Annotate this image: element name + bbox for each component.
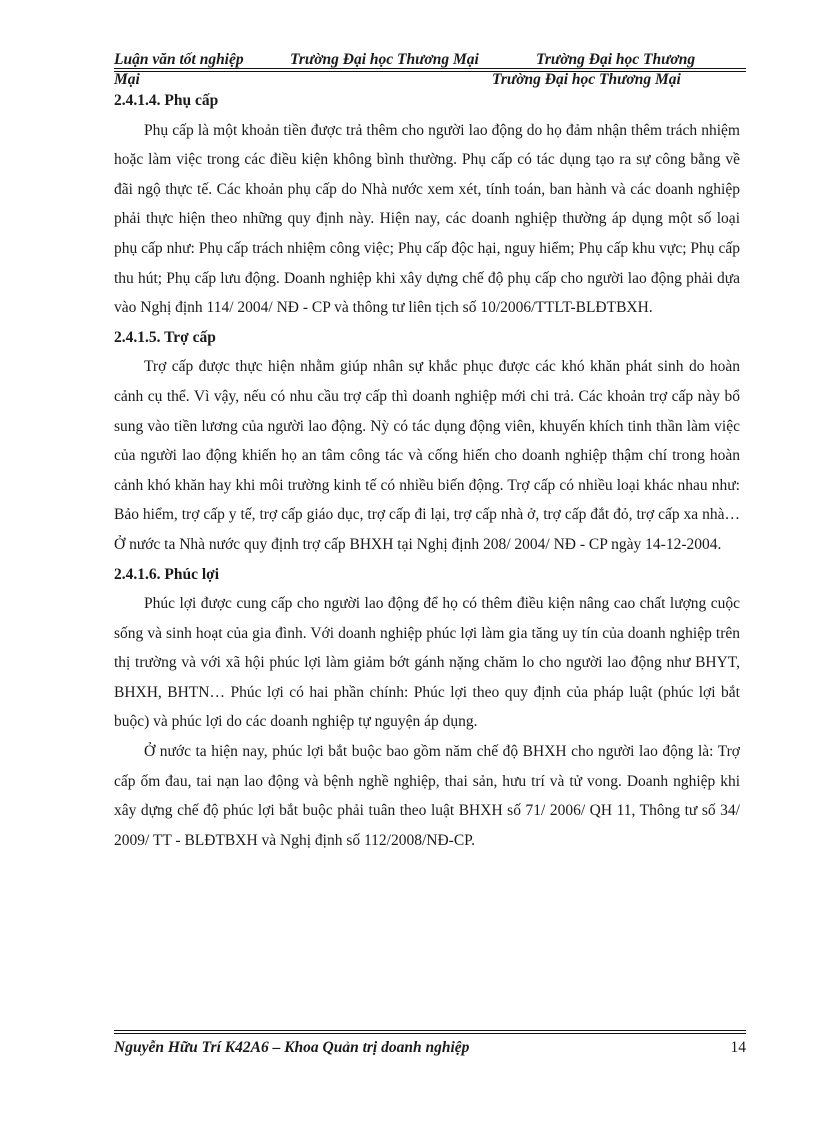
main-content (114, 86, 740, 855)
page-header (114, 50, 746, 90)
header-line-1 (114, 50, 746, 70)
header-university-name-wrapped: Trường Đại học Thương (536, 51, 696, 68)
paragraph: Trợ cấp được thực hiện nhằm giúp nhân sự khắc phục được các khó khăn phát sinh do hoàn cảnh cụ thể. Vì vậy, nếu có nhu cầu trợ cấp thì doanh nghiệp mới chi trả. Các khoản trợ cấp này bổ sung vào tiền lương của người lao động. Nỳ có tác dụng động viên, khuyến khích tinh thần làm việc của người lao động khiến họ an tâm công tác và cống hiến cho doanh nghiệp thậm chí trong hoàn cảnh khó khăn hay khi môi trường kinh tế có nhiều biến động. Trợ cấp có nhiều loại khác nhau như: Bảo hiểm, trợ cấp y tế, trợ cấp giáo dục, trợ cấp đi lại, trợ cấp nhà ở, trợ cấp đắt đỏ, trợ cấp xa nhà…Ở nước ta Nhà nước quy định trợ cấp BHXH tại Nghị định 208/ 2004/ NĐ - CP ngày 14-12-2004. (114, 358, 740, 553)
header-rule-top (114, 68, 746, 69)
paragraph: Phúc lợi được cung cấp cho người lao động để họ có thêm điều kiện nâng cao chất lượng cuộc sống và sinh hoạt của gia đình. Với doanh nghiệp phúc lợi làm gia tăng uy tín của doanh nghiệp trên thị trường và với xã hội phúc lợi làm giảm bớt gánh nặng chăm lo cho người lao động như BHYT, BHXH, BHTN… Phúc lợi có hai phần chính: Phúc lợi theo quy định của pháp luật (phúc lợi bắt buộc) và phúc lợi do các doanh nghiệp tự nguyện áp dụng. (114, 595, 740, 731)
page-number: 14 (730, 1039, 746, 1056)
footer-rule-top (114, 1030, 746, 1031)
header-university-name: Trường Đại học Thương Mại (290, 51, 479, 68)
paragraph: Ở nước ta hiện nay, phúc lợi bắt buộc bao gồm năm chế độ BHXH cho người lao động là: Trợ cấp ốm đau, tai nạn lao động và bệnh nghề nghiệp, thai sản, hưu trí và tử vong. Doanh nghiệp khi xây dựng chế độ phúc lợi bắt buộc phải tuân theo luật BHXH số 71/ 2006/ QH 11, Thông tư số 34/ 2009/ TT - BLĐTBXH và Nghị định số 112/2008/NĐ-CP. (114, 743, 740, 849)
footer-author: Nguyễn Hữu Trí K42A6 – Khoa Quản trị doanh nghiệp (114, 1039, 470, 1056)
header-wrap-text: Mại (114, 71, 140, 88)
section-title-tro-cap: 2.4.1.5. Trợ cấp (114, 328, 216, 346)
footer-rule-bottom (114, 1033, 746, 1034)
page-footer (114, 1038, 746, 1058)
section-title-phu-cap: 2.4.1.4. Phụ cấp (114, 92, 219, 109)
header-rule-bottom (114, 71, 746, 72)
paragraph: Phụ cấp là một khoản tiền được trả thêm cho người lao động do họ đảm nhận thêm trách nhiệm hoặc làm việc trong các điều kiện không bình thường. Phụ cấp có tác dụng tạo ra sự công bằng về đãi ngộ thực tế. Các khoản phụ cấp do Nhà nước xem xét, tính toán, ban hành và các doanh nghiệp phải thực hiện theo những quy định này. Hiện nay, các doanh nghiệp thường áp dụng một số loại phụ cấp như: Phụ cấp trách nhiệm công việc; Phụ cấp độc hại, nguy hiểm; Phụ cấp khu vực; Phụ cấp thu hút; Phụ cấp lưu động. Doanh nghiệp khi xây dựng chế độ phụ cấp cho người lao động phải dựa vào Nghị định 114/ 2004/ NĐ - CP và thông tư liên tịch số 10/2006/TTLT-BLĐTBXH. (114, 121, 740, 317)
section-title-phuc-loi: 2.4.1.6. Phúc lợi (114, 565, 220, 583)
header-thesis-label: Luận văn tốt nghiệp (114, 51, 244, 68)
header-university-name-2: Trường Đại học Thương Mại (492, 71, 681, 88)
